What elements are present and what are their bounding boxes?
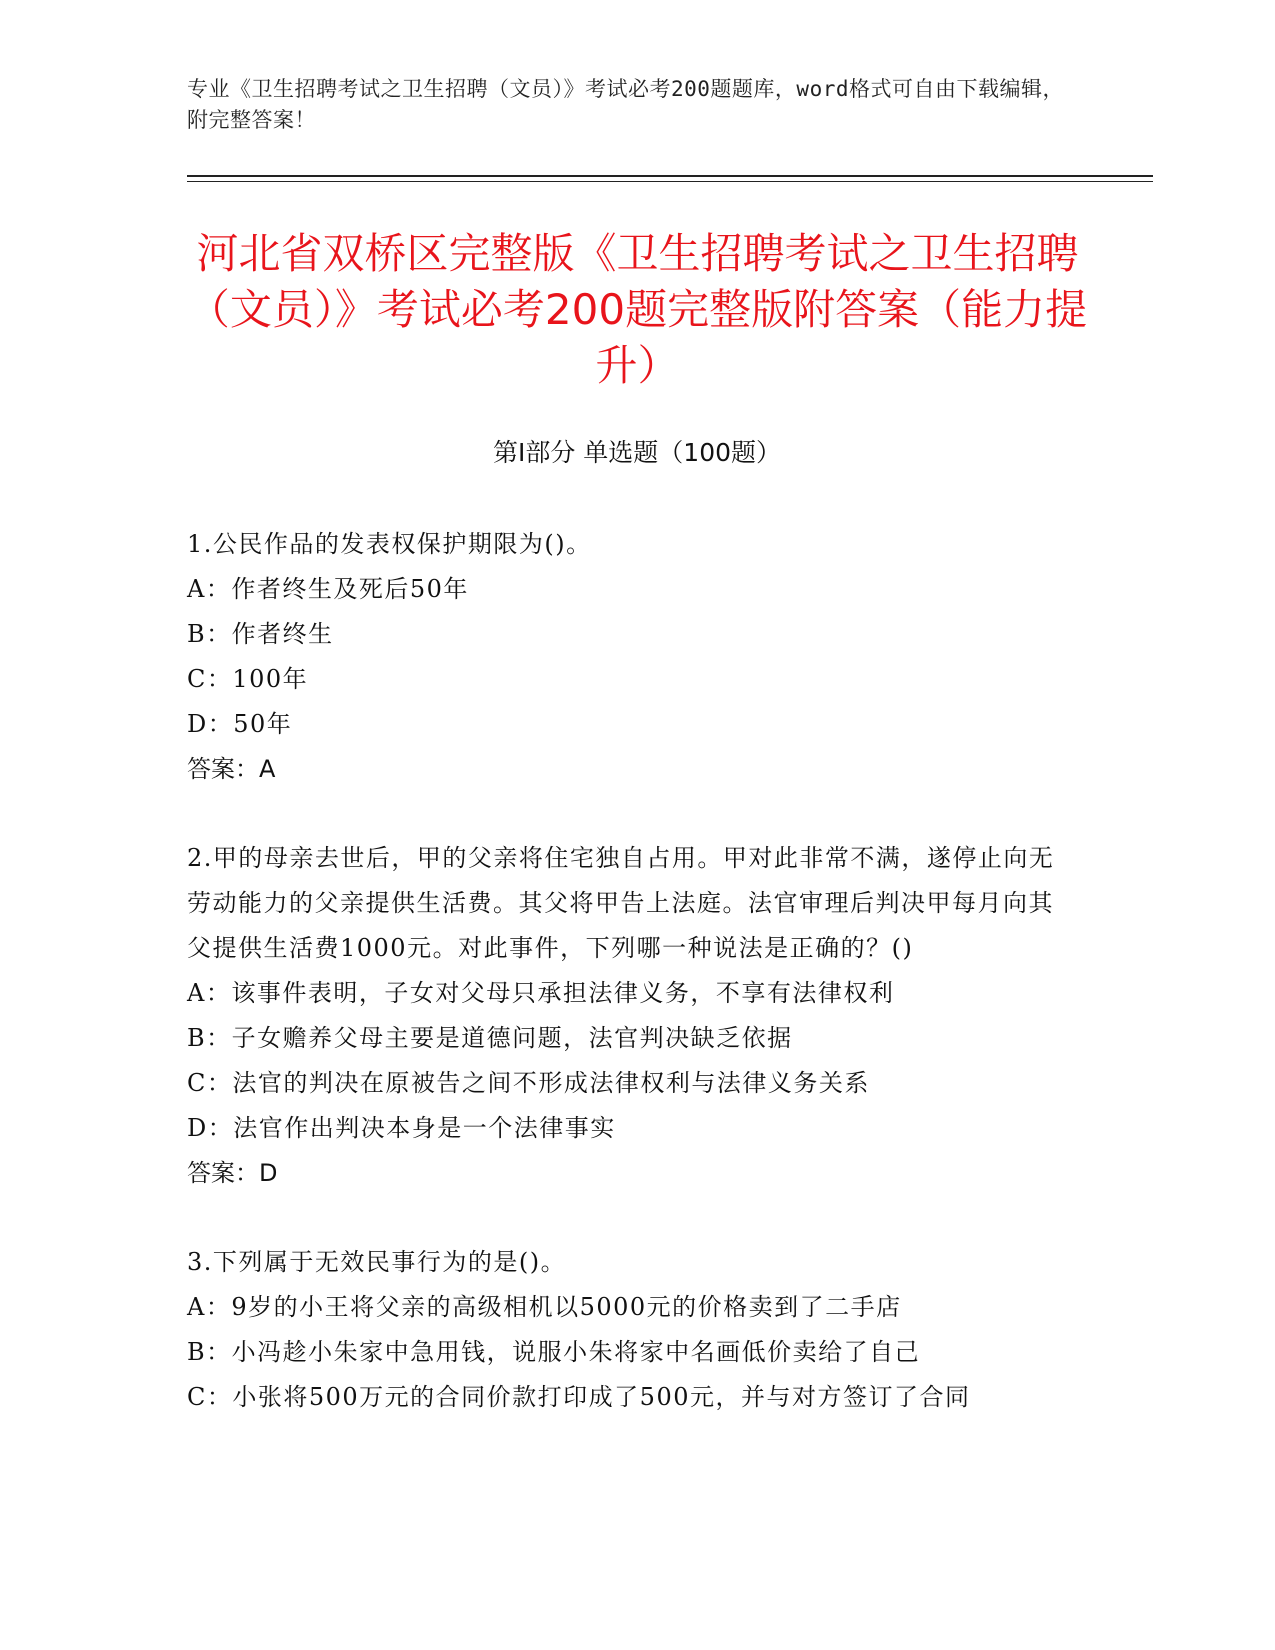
answer: 答案：A xyxy=(187,755,276,783)
option-c: C：100年 xyxy=(187,665,309,693)
header-divider-thick xyxy=(187,175,1153,177)
option-a: A：9岁的小王将父亲的高级相机以5000元的价格卖到了二手店 xyxy=(187,1293,902,1321)
answer: 答案：D xyxy=(187,1159,278,1187)
document-title: 河北省双桥区完整版《卫生招聘考试之卫生招聘（文员）》考试必考200题完整版附答案（能力提升） xyxy=(187,229,1088,390)
question-stem: 2.甲的母亲去世后，甲的父亲将住宅独自占用。甲对此非常不满，遂停止向无劳动能力的父亲提供生活费。其父将甲告上法庭。法官审理后判决甲每月向其父提供生活费1000元。对此事件，下列哪一种说法是正确的？() xyxy=(187,844,1055,962)
option-b: B：子女赡养父母主要是道德问题，法官判决缺乏依据 xyxy=(187,1024,793,1052)
option-a: A：作者终生及死后50年 xyxy=(187,575,469,603)
option-c: C：小张将500万元的合同价款打印成了500元，并与对方签订了合同 xyxy=(187,1383,971,1411)
option-b: B：小冯趁小朱家中急用钱，说服小朱将家中名画低价卖给了自己 xyxy=(187,1338,921,1366)
question-1 xyxy=(187,522,1067,792)
question-3 xyxy=(187,1240,1067,1420)
header-note: 专业《卫生招聘考试之卫生招聘（文员）》考试必考200题题库，word格式可自由下载编辑，附完整答案！ xyxy=(187,77,1064,132)
question-stem: 3.下列属于无效民事行为的是()。 xyxy=(187,1248,567,1276)
option-d: D：法官作出判决本身是一个法律事实 xyxy=(187,1114,616,1142)
option-a: A：该事件表明，子女对父母只承担法律义务，不享有法律权利 xyxy=(187,979,895,1007)
section-heading: 第Ⅰ部分 单选题（100题） xyxy=(492,438,782,467)
header-divider-thin xyxy=(187,181,1153,182)
question-list xyxy=(187,522,1067,1464)
option-d: D：50年 xyxy=(187,710,293,738)
option-c: C：法官的判决在原被告之间不形成法律权利与法律义务关系 xyxy=(187,1069,870,1097)
question-2 xyxy=(187,836,1067,1196)
option-b: B：作者终生 xyxy=(187,620,334,648)
question-stem: 1.公民作品的发表权保护期限为()。 xyxy=(187,530,592,558)
